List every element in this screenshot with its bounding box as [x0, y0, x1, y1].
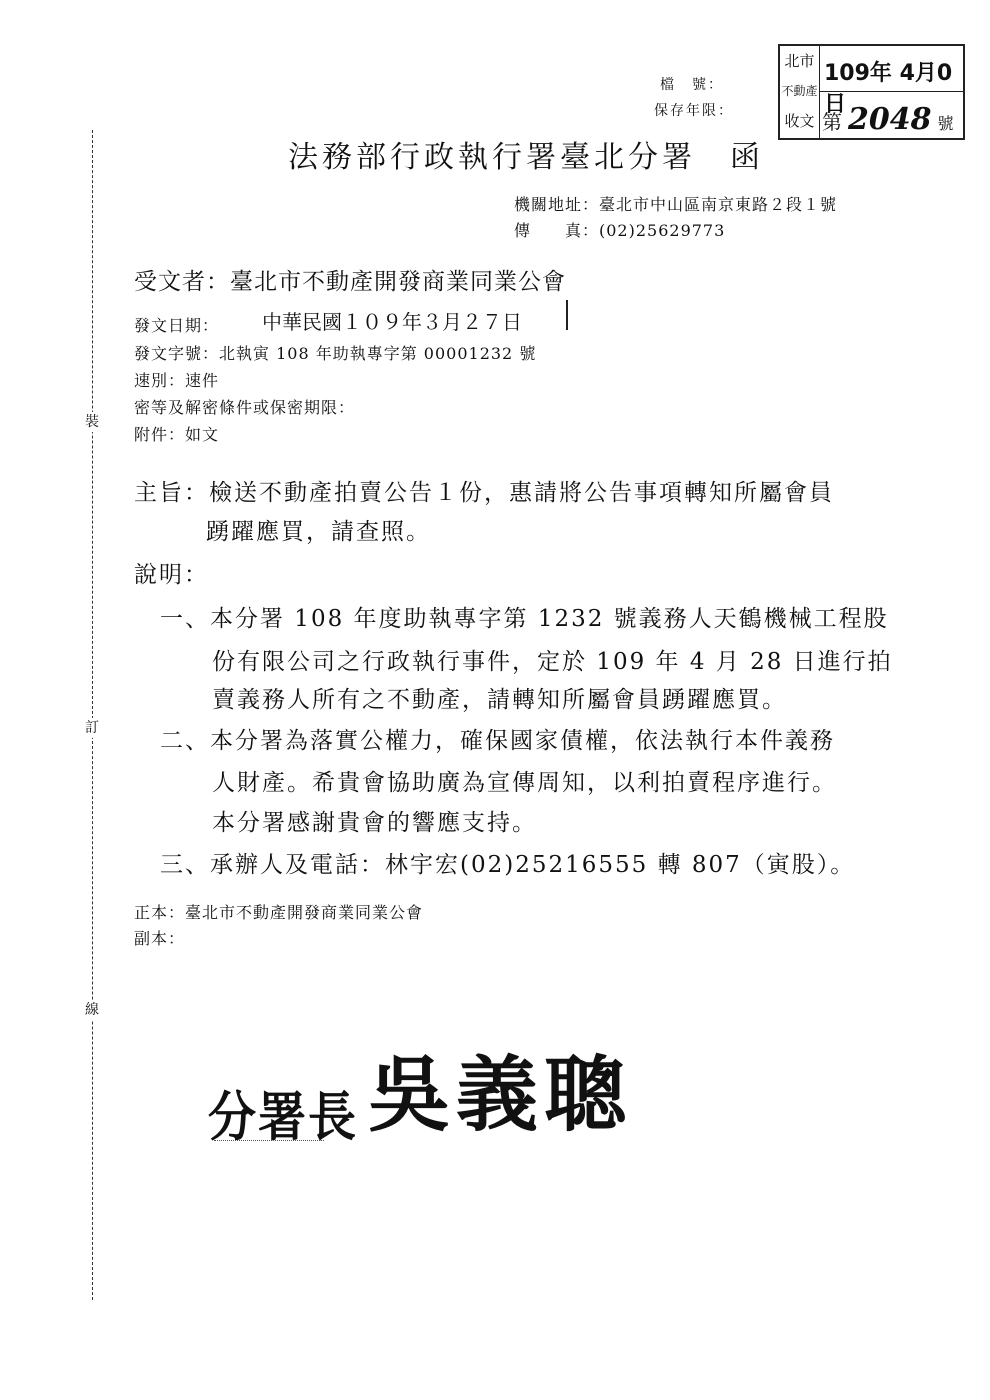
- stamp-number-suffix: 號: [937, 114, 954, 133]
- copy-recipient: 副本：: [134, 929, 186, 948]
- explanation-item-1-line-2: 份有限公司之行政執行事件，定於 109 年 4 月 28 日進行拍: [212, 649, 893, 675]
- issue-date-label: 發文日期：: [134, 316, 220, 335]
- attachment: 附件：如文: [134, 425, 220, 444]
- subject-line-2: 踴躍應買，請查照。: [206, 519, 431, 545]
- binding-mark-xian: 線: [82, 1000, 102, 1020]
- issue-date-value: 中華民國１０９年３月２７日: [262, 310, 522, 334]
- speed-class: 速別：速件: [134, 371, 220, 390]
- explanation-item-1-line-1: 一、本分署 108 年度助執專字第 1232 號義務人天鶴機械工程股: [160, 606, 889, 632]
- binding-line: [92, 130, 93, 1300]
- date-stamp-mark: [566, 300, 568, 330]
- signature: [208, 1030, 632, 1147]
- stamp-number-prefix: 第: [822, 110, 842, 134]
- stamp-org-line1: 北市: [784, 52, 815, 70]
- signature-underline: [214, 1140, 324, 1141]
- stamp-org-line3: 收文: [784, 112, 815, 130]
- binding-mark-zhuang: 裝: [82, 412, 102, 432]
- explanation-item-3: 三、承辦人及電話：林宇宏(02)25216555 轉 807（寅股）。: [160, 852, 856, 878]
- explanation-item-1-line-3: 賣義務人所有之不動產，請轉知所屬會員踴躍應買。: [212, 687, 787, 713]
- stamp-org: [780, 46, 820, 138]
- retention-label: 保存年限：: [654, 103, 734, 119]
- agency-fax: 傳 真：(02)25629773: [514, 221, 726, 240]
- signature-name: 吳義聰: [368, 1047, 633, 1143]
- binding-mark-ding: 訂: [82, 718, 102, 738]
- recipient: 受文者：臺北市不動產開發商業同業公會: [134, 269, 566, 295]
- document-number: 發文字號：北執寅 108 年助執專字第 00001232 號: [134, 344, 537, 363]
- secrecy-level: 密等及解密條件或保密期限：: [134, 398, 356, 417]
- stamp-number-row: [820, 92, 963, 138]
- receipt-stamp: [778, 44, 965, 140]
- file-number-label: 檔 號：: [660, 77, 724, 93]
- explanation-item-2-line-3: 本分署感謝貴會的響應支持。: [212, 810, 537, 836]
- explanation-item-2-line-1: 二、本分署為落實公權力，確保國家債權，依法執行本件義務: [160, 728, 835, 754]
- explanation-heading: 說明：: [134, 562, 209, 588]
- original-recipient: 正本：臺北市不動產開發商業同業公會: [134, 903, 424, 922]
- document-title: 法務部行政執行署臺北分署 函: [288, 140, 764, 175]
- stamp-org-line2: 不動產: [781, 84, 818, 98]
- stamp-number: 2048: [848, 102, 932, 137]
- agency-address: 機關地址：臺北市中山區南京東路２段１號: [514, 195, 838, 214]
- subject-line-1: 主旨：檢送不動產拍賣公告１份，惠請將公告事項轉知所屬會員: [134, 480, 834, 506]
- stamp-date: 109年 4月0日: [820, 46, 963, 92]
- signature-title: 分署長: [208, 1086, 359, 1149]
- explanation-item-2-line-2: 人財產。希貴會協助廣為宣傳周知，以利拍賣程序進行。: [212, 770, 837, 796]
